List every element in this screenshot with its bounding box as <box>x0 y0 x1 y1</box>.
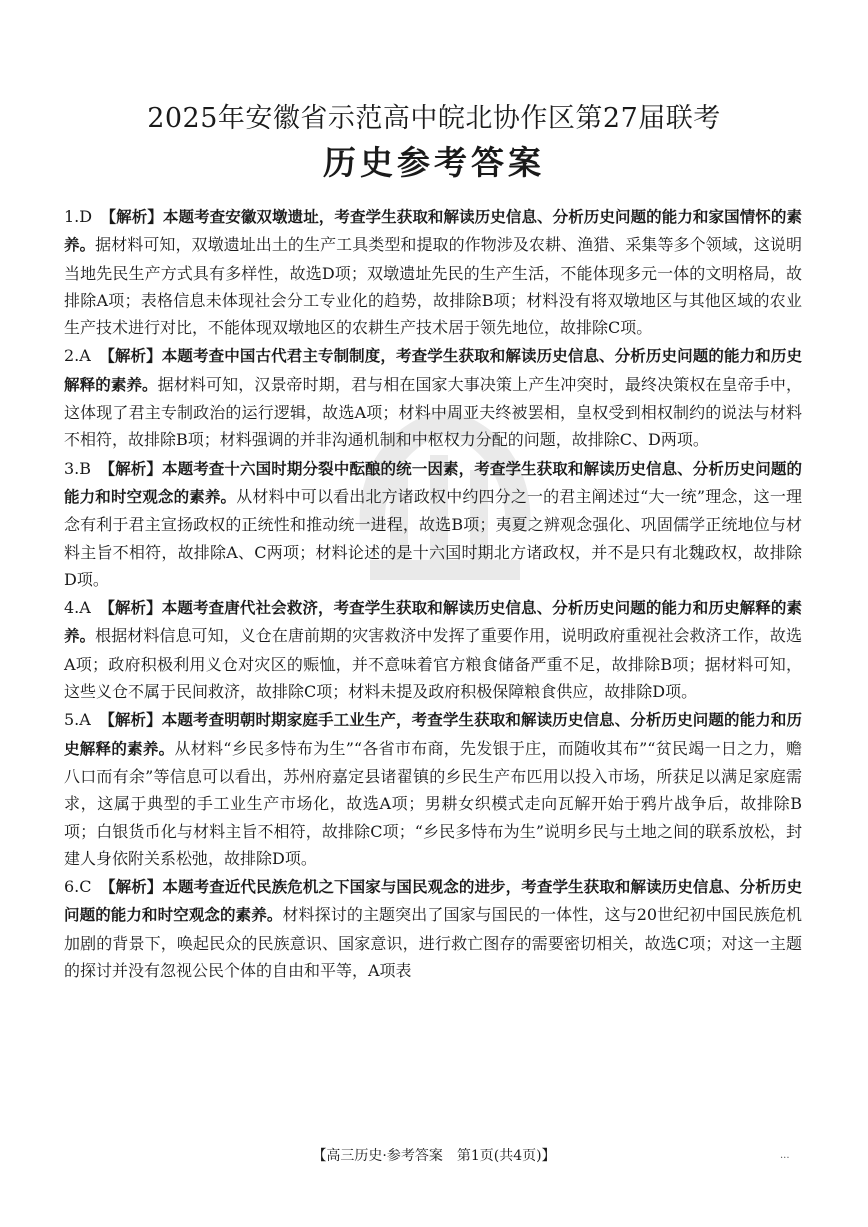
analysis-body: 根据材料信息可知，义仓在唐前期的灾害救济中发挥了重要作用，说明政府重视社会救济工作，故选A项；政府积极利用义仓对灾区的赈恤，并不意味着官方粮食储备严重不足，故排除B项；据材料可知，这些义仓不属于民间救济，故排除C项；材料未提及政府积极保障粮食供应，故排除D项。 <box>64 626 802 702</box>
answer-number: 2.A <box>64 346 91 366</box>
answer-list <box>64 203 802 985</box>
analysis-body: 从材料“乡民多恃布为生”“各省市布商，先发银于庄，而随收其布”“贫民竭一日之力，赡八口而有余”等信息可以看出，苏州府嘉定县诸翟镇的乡民生产布匹用以投入市场，所获足以满足家庭需求，这属于典型的手工业生产市场化，故选A项；男耕女织模式走向瓦解开始于鸦片战争后，故排除B项；白银货币化与材料主旨不相符，故排除C项；“乡民多恃布为生”说明乡民与土地之间的联系放松，封建人身依附关系松弛，故排除D项。 <box>64 738 802 868</box>
answer-item-3 <box>64 455 802 593</box>
analysis-body: 从材料中可以看出北方诸政权中约四分之一的君主阐述过“大一统”理念，这一理念有利于君主宣扬政权的正统性和推动统一进程，故选B项；夷夏之辨观念强化、巩固儒学正统地位与材料主旨不相符，故排除A、C两项；材料论述的是十六国时期北方诸政权，并不是只有北魏政权，故排除D项。 <box>64 486 802 589</box>
answer-item-4 <box>64 594 802 705</box>
page-footer: 【高三历史·参考答案 第1页(共4页)】 <box>312 1148 556 1164</box>
analysis-summary: 本题考查明朝时期家庭手工业生产，考查学生获取和解读历史信息、分析历史问题的能力和历史解释的素养。 <box>64 711 802 758</box>
analysis-body: 材料探讨的主题突出了国家与国民的一体性，这与20世纪初中国民族危机加剧的背景下，唤起民众的民族意识、国家意识，进行救亡图存的需要密切相关，故选C项；对这一主题的探讨并没有忽视公民个体的自由和平等，A项表 <box>64 905 802 981</box>
analysis-summary: 本题考查近代民族危机之下国家与国民观念的进步，考查学生获取和解读历史信息、分析历史问题的能力和时空观念的素养。 <box>64 878 802 925</box>
answer-number: 3.B <box>64 458 92 478</box>
footer-mark: ... <box>780 1150 790 1161</box>
analysis-tag: 【解析】 <box>107 347 162 366</box>
answer-item-6 <box>64 873 802 984</box>
analysis-tag: 【解析】 <box>107 599 162 618</box>
answer-number: 1.D <box>64 207 93 226</box>
analysis-tag: 【解析】 <box>107 711 162 730</box>
analysis-summary: 本题考查唐代社会救济，考查学生获取和解读历史信息、分析历史问题的能力和历史解释的素养。 <box>64 599 802 646</box>
document-subtitle: 历史参考答案 <box>323 143 545 182</box>
answer-number: 4.A <box>64 598 91 618</box>
answer-item-2 <box>64 342 802 453</box>
answer-number: 6.C <box>64 877 92 897</box>
answer-number: 5.A <box>64 710 91 730</box>
analysis-tag: 【解析】 <box>107 878 163 897</box>
analysis-body: 据材料可知，双墩遗址出土的生产工具类型和提取的作物涉及农耕、渔猎、采集等多个领域，这说明当地先民生产方式具有多样性，故选D项；双墩遗址先民的生产生活，不能体现多元一体的文明格局，故排除A项；表格信息未体现社会分工专业化的趋势，故排除B项；材料没有将双墩地区与其他区域的农业生产技术进行对比，不能体现双墩地区的农耕生产技术居于领先地位，故排除C项。 <box>64 235 802 338</box>
document-title: 2025年安徽省示范高中皖北协作区第27届联考 <box>147 103 721 134</box>
analysis-summary: 本题考查中国古代君主专制制度，考查学生获取和解读历史信息、分析历史问题的能力和历史解释的素养。 <box>64 347 802 394</box>
analysis-tag: 【解析】 <box>108 208 163 226</box>
answer-item-1 <box>64 203 802 341</box>
answer-item-5 <box>64 706 802 872</box>
analysis-summary: 本题考查十六国时期分裂中酝酿的统一因素，考查学生获取和解读历史信息、分析历史问题的能力和时空观念的素养。 <box>64 459 802 506</box>
analysis-body: 据材料可知，汉景帝时期，君与相在国家大事决策上产生冲突时，最终决策权在皇帝手中，这体现了君主专制政治的运行逻辑，故选A项；材料中周亚夫终被罢相，皇权受到相权制约的说法与材料不相符，故排除B项；材料强调的并非沟通机制和中枢权力分配的问题，故排除C、D两项。 <box>64 374 802 450</box>
analysis-tag: 【解析】 <box>107 459 162 478</box>
analysis-summary: 本题考查安徽双墩遗址，考查学生获取和解读历史信息、分析历史问题的能力和家国情怀的素养。 <box>64 208 802 255</box>
